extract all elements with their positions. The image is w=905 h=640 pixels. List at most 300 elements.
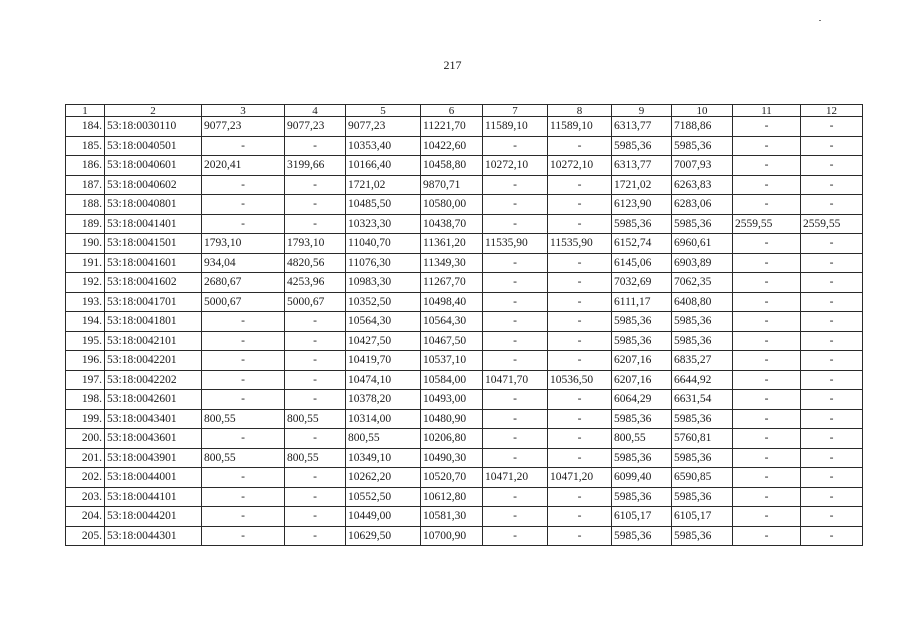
value-cell: 4820,56 (285, 253, 346, 273)
value-cell: 10490,30 (421, 448, 483, 468)
value-cell: 5985,36 (672, 331, 733, 351)
value-cell: - (733, 175, 801, 195)
table-row (66, 312, 863, 332)
value-cell: 3199,66 (285, 156, 346, 176)
value-cell: - (548, 331, 612, 351)
value-cell: 10467,50 (421, 331, 483, 351)
value-cell: - (483, 507, 548, 527)
value-cell: 6105,17 (612, 507, 672, 527)
value-cell: - (483, 390, 548, 410)
value-cell: 5985,36 (612, 136, 672, 156)
value-cell: 11589,10 (548, 117, 612, 137)
value-cell: 1793,10 (285, 234, 346, 254)
value-cell: 7007,93 (672, 156, 733, 176)
value-cell: - (285, 175, 346, 195)
value-cell: 2559,55 (801, 214, 863, 234)
value-cell: - (733, 253, 801, 273)
value-cell: 11267,70 (421, 273, 483, 293)
value-cell: 5985,36 (612, 409, 672, 429)
value-cell: 1721,02 (612, 175, 672, 195)
value-cell: - (801, 468, 863, 488)
value-cell: - (733, 370, 801, 390)
value-cell: - (548, 273, 612, 293)
value-cell: - (285, 487, 346, 507)
value-cell: 10166,40 (346, 156, 421, 176)
row-index-cell: 203. (66, 487, 105, 507)
value-cell: 10458,80 (421, 156, 483, 176)
value-cell: 10353,40 (346, 136, 421, 156)
value-cell: 10272,10 (548, 156, 612, 176)
cadastral-number-cell: 53:18:0044001 (105, 468, 202, 488)
value-cell: 5985,36 (612, 331, 672, 351)
value-cell: - (801, 370, 863, 390)
value-cell: 10438,70 (421, 214, 483, 234)
value-cell: 6207,16 (612, 370, 672, 390)
row-index-cell: 199. (66, 409, 105, 429)
table-row (66, 390, 863, 410)
value-cell: - (801, 409, 863, 429)
table-row (66, 507, 863, 527)
cadastral-number-cell: 53:18:0041401 (105, 214, 202, 234)
value-cell: 10612,80 (421, 487, 483, 507)
row-index-cell: 197. (66, 370, 105, 390)
value-cell: - (733, 468, 801, 488)
value-cell: - (801, 136, 863, 156)
value-cell: 800,55 (202, 448, 285, 468)
value-cell: 10323,30 (346, 214, 421, 234)
value-cell: - (483, 136, 548, 156)
value-cell: 10480,90 (421, 409, 483, 429)
column-header-7: 7 (483, 105, 548, 117)
value-cell: 10581,30 (421, 507, 483, 527)
table-row (66, 429, 863, 449)
value-cell: - (285, 195, 346, 215)
value-cell: - (202, 370, 285, 390)
value-cell: - (801, 195, 863, 215)
row-index-cell: 201. (66, 448, 105, 468)
value-cell: 10520,70 (421, 468, 483, 488)
row-index-cell: 185. (66, 136, 105, 156)
value-cell: - (285, 526, 346, 546)
value-cell: - (202, 331, 285, 351)
table-row (66, 351, 863, 371)
value-cell: 5985,36 (672, 136, 733, 156)
value-cell: 11589,10 (483, 117, 548, 137)
value-cell: - (548, 487, 612, 507)
value-cell: - (801, 429, 863, 449)
value-cell: - (733, 273, 801, 293)
row-index-cell: 191. (66, 253, 105, 273)
scan-speck (819, 20, 821, 21)
value-cell: 5000,67 (202, 292, 285, 312)
value-cell: 10474,10 (346, 370, 421, 390)
value-cell: 11361,20 (421, 234, 483, 254)
value-cell: 7032,69 (612, 273, 672, 293)
table-row (66, 156, 863, 176)
value-cell: 9870,71 (421, 175, 483, 195)
value-cell: 9077,23 (285, 117, 346, 137)
value-cell: 5760,81 (672, 429, 733, 449)
value-cell: - (733, 507, 801, 527)
value-cell: 6960,61 (672, 234, 733, 254)
value-cell: - (483, 409, 548, 429)
row-index-cell: 190. (66, 234, 105, 254)
value-cell: 11535,90 (548, 234, 612, 254)
value-cell: 10349,10 (346, 448, 421, 468)
value-cell: - (483, 214, 548, 234)
row-index-cell: 193. (66, 292, 105, 312)
value-cell: 5985,36 (612, 448, 672, 468)
row-index-cell: 200. (66, 429, 105, 449)
value-cell: 10449,00 (346, 507, 421, 527)
cadastral-number-cell: 53:18:0030110 (105, 117, 202, 137)
value-cell: 11040,70 (346, 234, 421, 254)
row-index-cell: 188. (66, 195, 105, 215)
value-cell: 9077,23 (346, 117, 421, 137)
value-cell: 6145,06 (612, 253, 672, 273)
cadastral-number-cell: 53:18:0040602 (105, 175, 202, 195)
cadastral-number-cell: 53:18:0044301 (105, 526, 202, 546)
value-cell: 6283,06 (672, 195, 733, 215)
value-cell: 7188,86 (672, 117, 733, 137)
value-cell: 5985,36 (672, 526, 733, 546)
value-cell: 10493,00 (421, 390, 483, 410)
value-cell: 10629,50 (346, 526, 421, 546)
column-header-6: 6 (421, 105, 483, 117)
cadastral-number-cell: 53:18:0042201 (105, 351, 202, 371)
value-cell: 6631,54 (672, 390, 733, 410)
cadastral-number-cell: 53:18:0043401 (105, 409, 202, 429)
value-cell: - (733, 487, 801, 507)
value-cell: 11349,30 (421, 253, 483, 273)
value-cell: - (801, 312, 863, 332)
value-cell: 5000,67 (285, 292, 346, 312)
value-cell: 10378,20 (346, 390, 421, 410)
value-cell: - (202, 429, 285, 449)
column-number-row (66, 105, 863, 117)
row-index-cell: 194. (66, 312, 105, 332)
value-cell: - (285, 468, 346, 488)
table-row (66, 468, 863, 488)
value-cell: 2020,41 (202, 156, 285, 176)
cadastral-number-cell: 53:18:0043901 (105, 448, 202, 468)
value-cell: - (548, 351, 612, 371)
value-cell: 1793,10 (202, 234, 285, 254)
value-cell: - (801, 273, 863, 293)
value-cell: - (483, 292, 548, 312)
value-cell: 6903,89 (672, 253, 733, 273)
value-cell: - (202, 175, 285, 195)
column-header-4: 4 (285, 105, 346, 117)
value-cell: 800,55 (346, 429, 421, 449)
value-cell: - (733, 292, 801, 312)
value-cell: 11076,30 (346, 253, 421, 273)
value-cell: - (483, 253, 548, 273)
value-cell: 10584,00 (421, 370, 483, 390)
value-cell: 6152,74 (612, 234, 672, 254)
value-cell: 6064,29 (612, 390, 672, 410)
value-cell: 6313,77 (612, 117, 672, 137)
row-index-cell: 187. (66, 175, 105, 195)
table-row (66, 487, 863, 507)
value-cell: 10419,70 (346, 351, 421, 371)
value-cell: - (801, 390, 863, 410)
row-index-cell: 186. (66, 156, 105, 176)
value-cell: 10537,10 (421, 351, 483, 371)
table-row (66, 214, 863, 234)
value-cell: - (548, 136, 612, 156)
cadastral-number-cell: 53:18:0040801 (105, 195, 202, 215)
value-cell: 11221,70 (421, 117, 483, 137)
value-cell: - (801, 507, 863, 527)
value-cell: 6313,77 (612, 156, 672, 176)
value-cell: - (285, 331, 346, 351)
value-cell: 10564,30 (346, 312, 421, 332)
value-cell: 5985,36 (612, 487, 672, 507)
value-cell: - (202, 507, 285, 527)
value-cell: - (801, 448, 863, 468)
table-row (66, 234, 863, 254)
value-cell: - (733, 448, 801, 468)
row-index-cell: 204. (66, 507, 105, 527)
value-cell: 6263,83 (672, 175, 733, 195)
column-header-12: 12 (801, 105, 863, 117)
cadastral-number-cell: 53:18:0041701 (105, 292, 202, 312)
value-cell: 934,04 (202, 253, 285, 273)
value-cell: - (801, 292, 863, 312)
value-cell: 10471,20 (483, 468, 548, 488)
value-cell: 6207,16 (612, 351, 672, 371)
column-header-5: 5 (346, 105, 421, 117)
cadastral-number-cell: 53:18:0041501 (105, 234, 202, 254)
value-cell: - (548, 214, 612, 234)
value-cell: - (285, 390, 346, 410)
value-cell: - (483, 526, 548, 546)
value-cell: - (202, 195, 285, 215)
table-row (66, 370, 863, 390)
value-cell: - (733, 136, 801, 156)
value-cell: - (548, 312, 612, 332)
value-cell: 10536,50 (548, 370, 612, 390)
row-index-cell: 192. (66, 273, 105, 293)
column-header-10: 10 (672, 105, 733, 117)
value-cell: 10272,10 (483, 156, 548, 176)
value-cell: - (733, 234, 801, 254)
value-cell: 10564,30 (421, 312, 483, 332)
value-cell: 4253,96 (285, 273, 346, 293)
row-index-cell: 198. (66, 390, 105, 410)
value-cell: - (202, 487, 285, 507)
value-cell: - (548, 195, 612, 215)
column-header-3: 3 (202, 105, 285, 117)
table-row (66, 273, 863, 293)
value-cell: - (801, 487, 863, 507)
value-cell: 10262,20 (346, 468, 421, 488)
value-cell: 800,55 (202, 409, 285, 429)
value-cell: 10206,80 (421, 429, 483, 449)
cadastral-number-cell: 53:18:0041601 (105, 253, 202, 273)
value-cell: 10580,00 (421, 195, 483, 215)
value-cell: - (483, 175, 548, 195)
table-row (66, 526, 863, 546)
column-header-2: 2 (105, 105, 202, 117)
value-cell: 1721,02 (346, 175, 421, 195)
value-cell: - (733, 351, 801, 371)
value-cell: 800,55 (285, 409, 346, 429)
value-cell: 10552,50 (346, 487, 421, 507)
value-cell: - (733, 429, 801, 449)
value-cell: - (285, 136, 346, 156)
cadastral-number-cell: 53:18:0040501 (105, 136, 202, 156)
value-cell: 6835,27 (672, 351, 733, 371)
value-cell: - (202, 351, 285, 371)
cadastral-number-cell: 53:18:0040601 (105, 156, 202, 176)
value-cell: - (483, 273, 548, 293)
value-cell: - (801, 351, 863, 371)
table-row (66, 448, 863, 468)
cadastral-number-cell: 53:18:0041801 (105, 312, 202, 332)
value-cell: 5985,36 (672, 409, 733, 429)
cadastral-number-cell: 53:18:0043601 (105, 429, 202, 449)
value-cell: 10485,50 (346, 195, 421, 215)
value-cell: 5985,36 (612, 312, 672, 332)
value-cell: - (801, 253, 863, 273)
row-index-cell: 202. (66, 468, 105, 488)
value-cell: - (548, 390, 612, 410)
column-header-9: 9 (612, 105, 672, 117)
value-cell: - (483, 195, 548, 215)
table-row (66, 409, 863, 429)
column-header-11: 11 (733, 105, 801, 117)
value-cell: - (733, 526, 801, 546)
value-cell: 5985,36 (612, 214, 672, 234)
value-cell: - (801, 175, 863, 195)
row-index-cell: 195. (66, 331, 105, 351)
value-cell: - (285, 370, 346, 390)
table-row (66, 175, 863, 195)
value-cell: - (202, 390, 285, 410)
value-cell: 5985,36 (672, 312, 733, 332)
table-row (66, 195, 863, 215)
value-cell: - (801, 117, 863, 137)
value-cell: - (548, 526, 612, 546)
value-cell: 10498,40 (421, 292, 483, 312)
value-cell: 10422,60 (421, 136, 483, 156)
row-index-cell: 184. (66, 117, 105, 137)
value-cell: - (548, 409, 612, 429)
value-cell: - (733, 312, 801, 332)
table-row (66, 292, 863, 312)
column-header-8: 8 (548, 105, 612, 117)
value-cell: - (548, 507, 612, 527)
table-row (66, 136, 863, 156)
value-cell: - (483, 448, 548, 468)
value-cell: - (733, 409, 801, 429)
value-cell: 6111,17 (612, 292, 672, 312)
value-cell: 800,55 (285, 448, 346, 468)
value-cell: 5985,36 (672, 214, 733, 234)
value-cell: 10314,00 (346, 409, 421, 429)
value-cell: - (285, 214, 346, 234)
value-cell: 11535,90 (483, 234, 548, 254)
value-cell: 5985,36 (672, 487, 733, 507)
cadastral-number-cell: 53:18:0042202 (105, 370, 202, 390)
column-header-1: 1 (66, 105, 105, 117)
table-body (66, 117, 863, 546)
value-cell: - (801, 156, 863, 176)
cadastral-number-cell: 53:18:0044201 (105, 507, 202, 527)
value-cell: - (548, 292, 612, 312)
table-row (66, 117, 863, 137)
value-cell: 10700,90 (421, 526, 483, 546)
cadastral-number-cell: 53:18:0044101 (105, 487, 202, 507)
value-cell: 10427,50 (346, 331, 421, 351)
value-cell: - (733, 117, 801, 137)
value-cell: - (483, 351, 548, 371)
cadastral-number-cell: 53:18:0042101 (105, 331, 202, 351)
page-number: 217 (443, 58, 462, 72)
value-cell: 10471,20 (548, 468, 612, 488)
value-cell: - (285, 351, 346, 371)
value-cell: - (285, 312, 346, 332)
value-cell: - (733, 156, 801, 176)
value-cell: - (285, 429, 346, 449)
cadastral-number-cell: 53:18:0041602 (105, 273, 202, 293)
value-cell: - (801, 526, 863, 546)
value-cell: 6590,85 (672, 468, 733, 488)
value-cell: - (285, 507, 346, 527)
value-cell: - (548, 448, 612, 468)
value-cell: 6123,90 (612, 195, 672, 215)
value-cell: 6105,17 (672, 507, 733, 527)
value-cell: 5985,36 (612, 526, 672, 546)
value-cell: 7062,35 (672, 273, 733, 293)
value-cell: - (801, 331, 863, 351)
value-cell: - (733, 331, 801, 351)
value-cell: - (548, 429, 612, 449)
table-row (66, 253, 863, 273)
value-cell: - (548, 175, 612, 195)
value-cell: - (202, 214, 285, 234)
value-cell: 5985,36 (672, 448, 733, 468)
row-index-cell: 205. (66, 526, 105, 546)
value-cell: 2680,67 (202, 273, 285, 293)
value-cell: - (483, 487, 548, 507)
value-cell: 2559,55 (733, 214, 801, 234)
value-cell: 10352,50 (346, 292, 421, 312)
value-cell: - (548, 253, 612, 273)
value-cell: 6644,92 (672, 370, 733, 390)
cadastral-value-table (65, 104, 863, 546)
value-cell: - (801, 234, 863, 254)
value-cell: 6408,80 (672, 292, 733, 312)
value-cell: 800,55 (612, 429, 672, 449)
row-index-cell: 189. (66, 214, 105, 234)
value-cell: - (202, 468, 285, 488)
value-cell: - (202, 136, 285, 156)
value-cell: - (733, 195, 801, 215)
value-cell: - (483, 331, 548, 351)
value-cell: - (202, 526, 285, 546)
value-cell: 10983,30 (346, 273, 421, 293)
cadastral-number-cell: 53:18:0042601 (105, 390, 202, 410)
value-cell: 10471,70 (483, 370, 548, 390)
value-cell: - (483, 429, 548, 449)
value-cell: 6099,40 (612, 468, 672, 488)
value-cell: - (483, 312, 548, 332)
row-index-cell: 196. (66, 351, 105, 371)
value-cell: 9077,23 (202, 117, 285, 137)
